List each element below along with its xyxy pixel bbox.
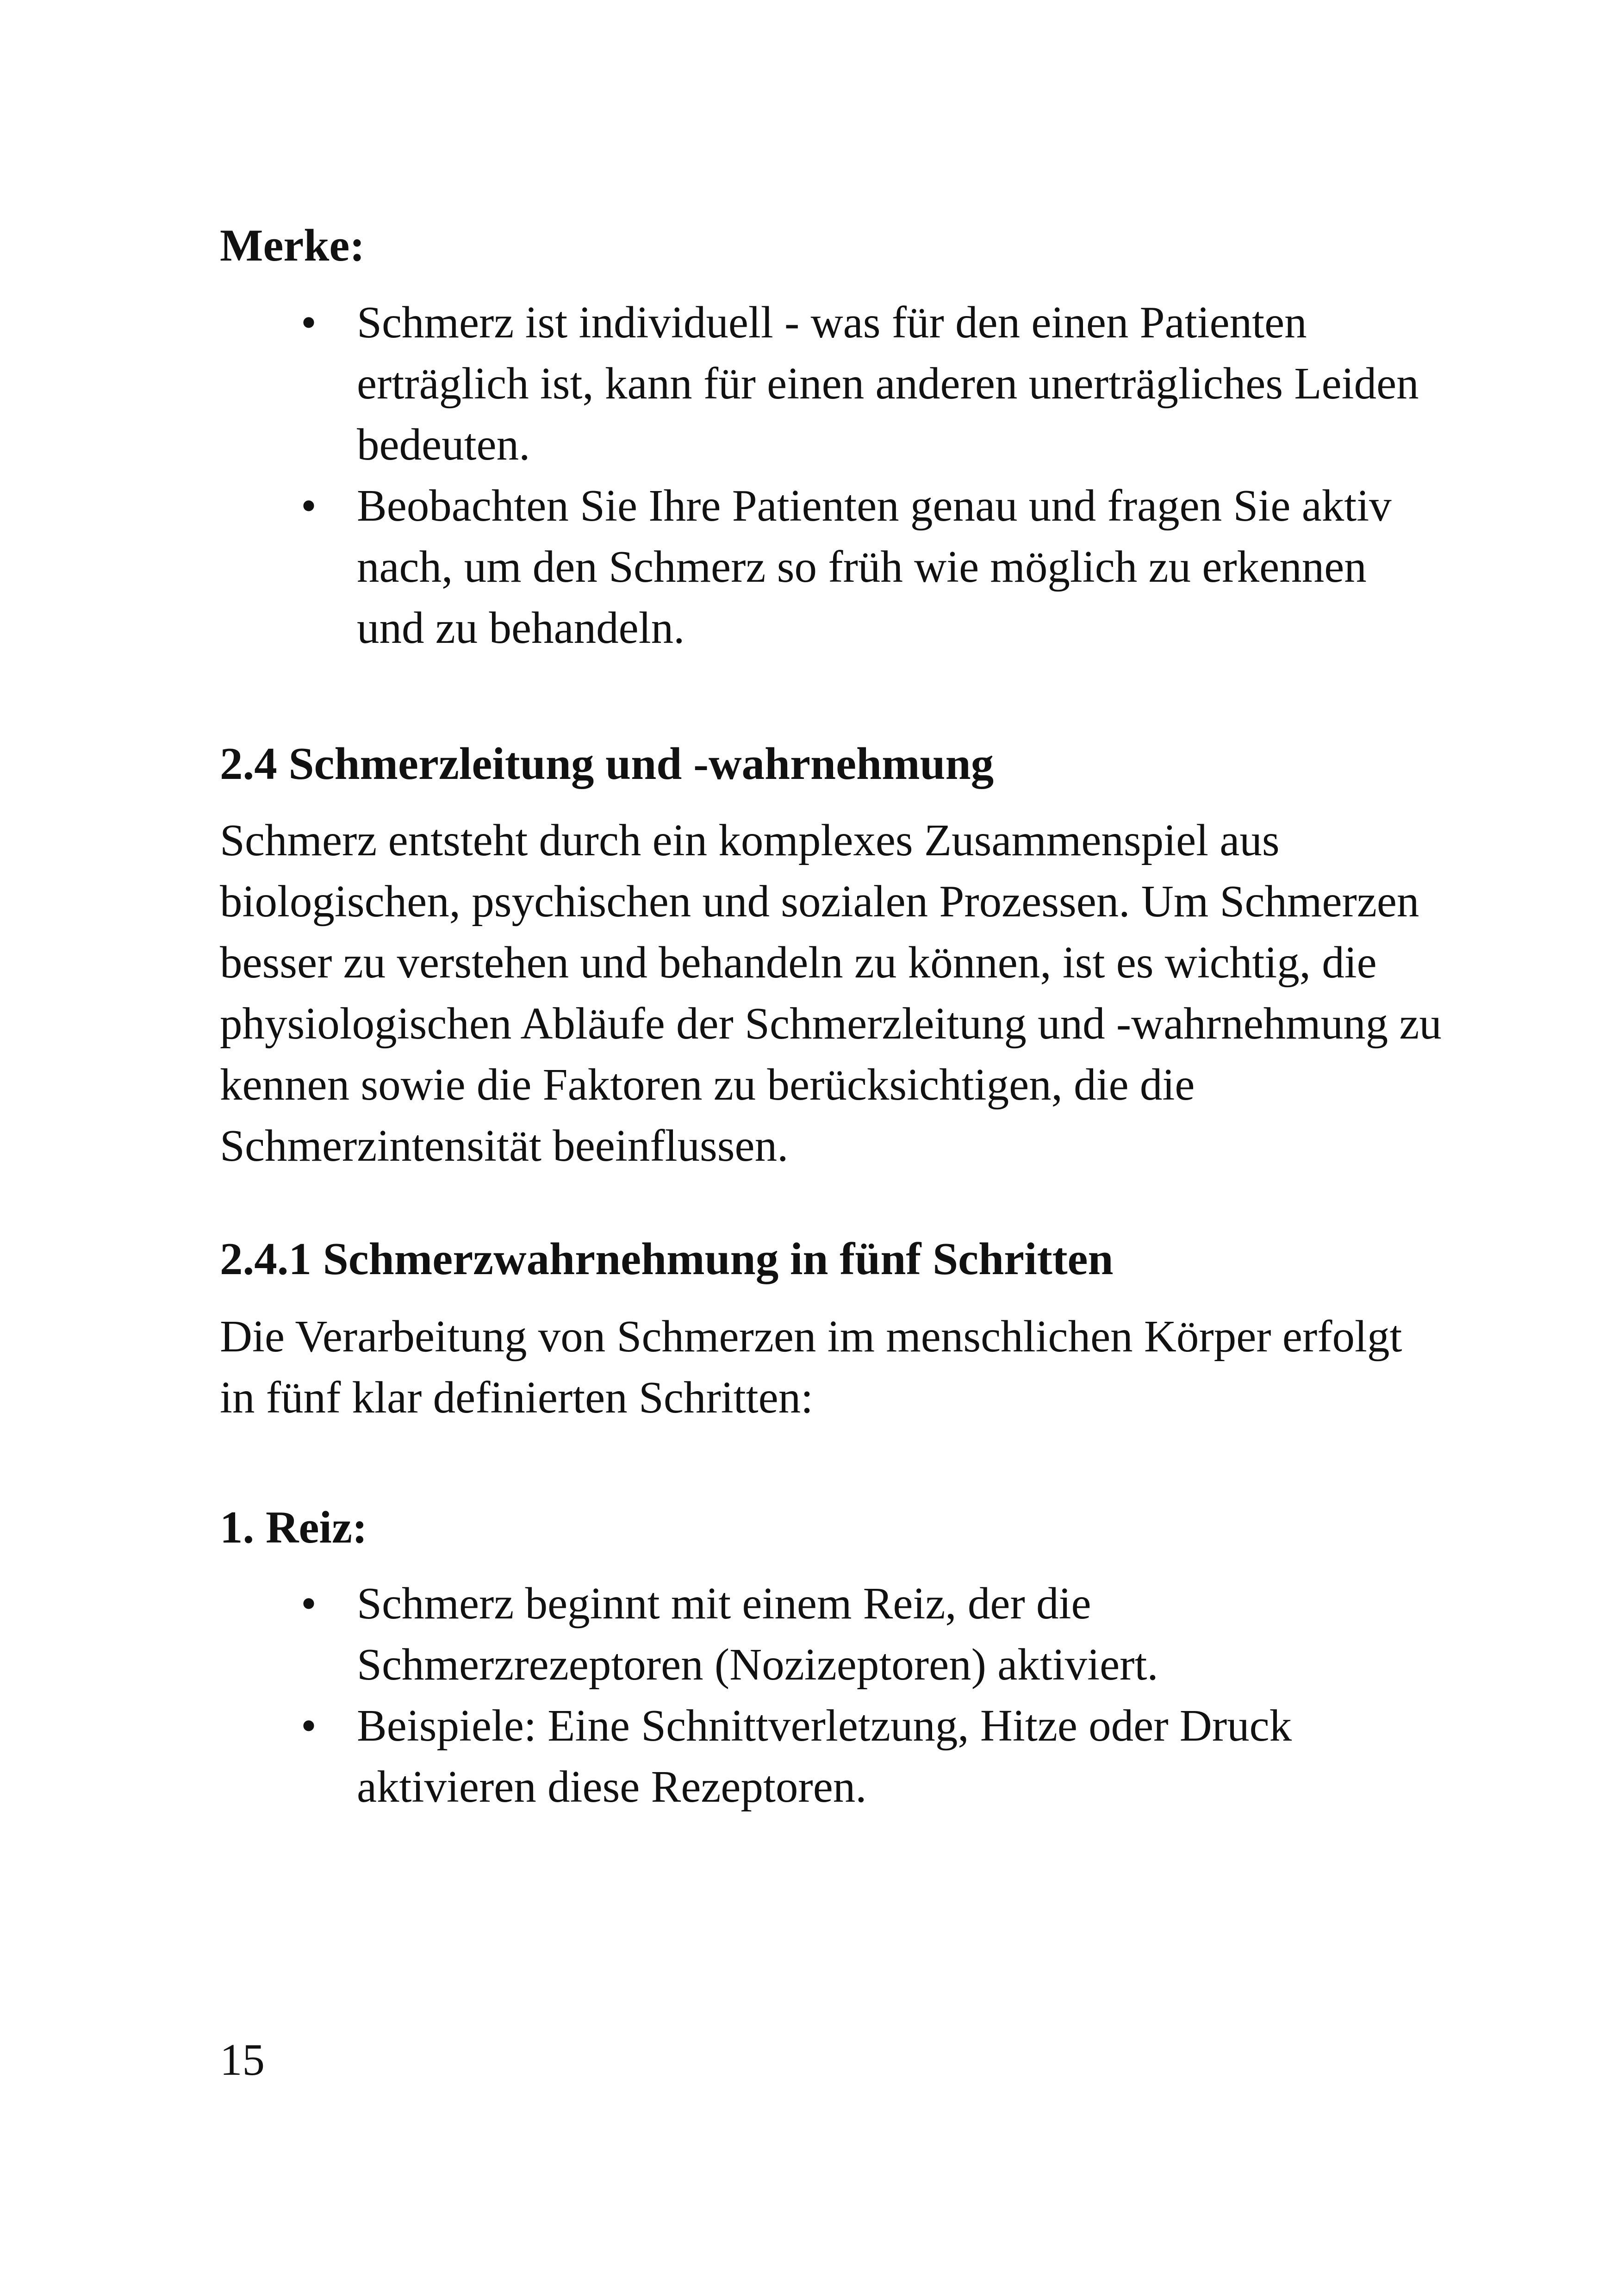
subsection-paragraph: Die Verarbeitung von Schmerzen im menschlichen Körper erfolgt in fünf klar definierten Schritten: (220, 1312, 1402, 1422)
bullet-icon: • (301, 298, 317, 347)
bullet-icon: • (301, 481, 317, 530)
list-item (220, 292, 1579, 475)
list-item (220, 475, 1442, 659)
bullet-icon: • (301, 1579, 317, 1628)
bullet-icon: • (301, 1701, 317, 1750)
section-paragraph: Schmerz entsteht durch ein komplexes Zusammenspiel aus biologischen, psychischen und sozialen Prozessen. Um Schmerzen besser zu verstehen und behandeln zu können, ist es wichtig, die physiologischen Abläufe der Schmerzleitung und -wahrnehmung zu kennen sowie die Faktoren zu berücksichtigen, die die Schmerzintensität beeinflussen. (220, 815, 1442, 1170)
list-item-text: Beispiele: Eine Schnittverletzung, Hitze oder Druck aktivieren diese Rezeptoren. (357, 1701, 1292, 1811)
section-heading: 2.4 Schmerzleitung und -wahrnehmung (220, 739, 994, 789)
step-list (220, 1573, 1442, 1817)
subsection-heading: 2.4.1 Schmerzwahrnehmung in fünf Schritten (220, 1234, 1114, 1284)
merke-heading: Merke: (220, 220, 365, 271)
list-item-text: Schmerz ist individuell - was für den einen Patienten erträglich ist, kann für einen anderen unerträgliches Leiden bedeuten. (357, 298, 1419, 469)
step-heading: 1. Reiz: (220, 1502, 367, 1553)
page-number: 15 (220, 2035, 265, 2084)
merke-list (220, 292, 1442, 659)
list-item (220, 1695, 1442, 1817)
list-item (220, 1573, 1442, 1695)
list-item-text: Schmerz beginnt mit einem Reiz, der die Schmerzrezeptoren (Nozizeptoren) aktiviert. (357, 1579, 1158, 1689)
list-item-text: Beobachten Sie Ihre Patienten genau und fragen Sie aktiv nach, um den Schmerz so früh wie möglich zu erkennen und zu behandeln. (357, 481, 1392, 653)
